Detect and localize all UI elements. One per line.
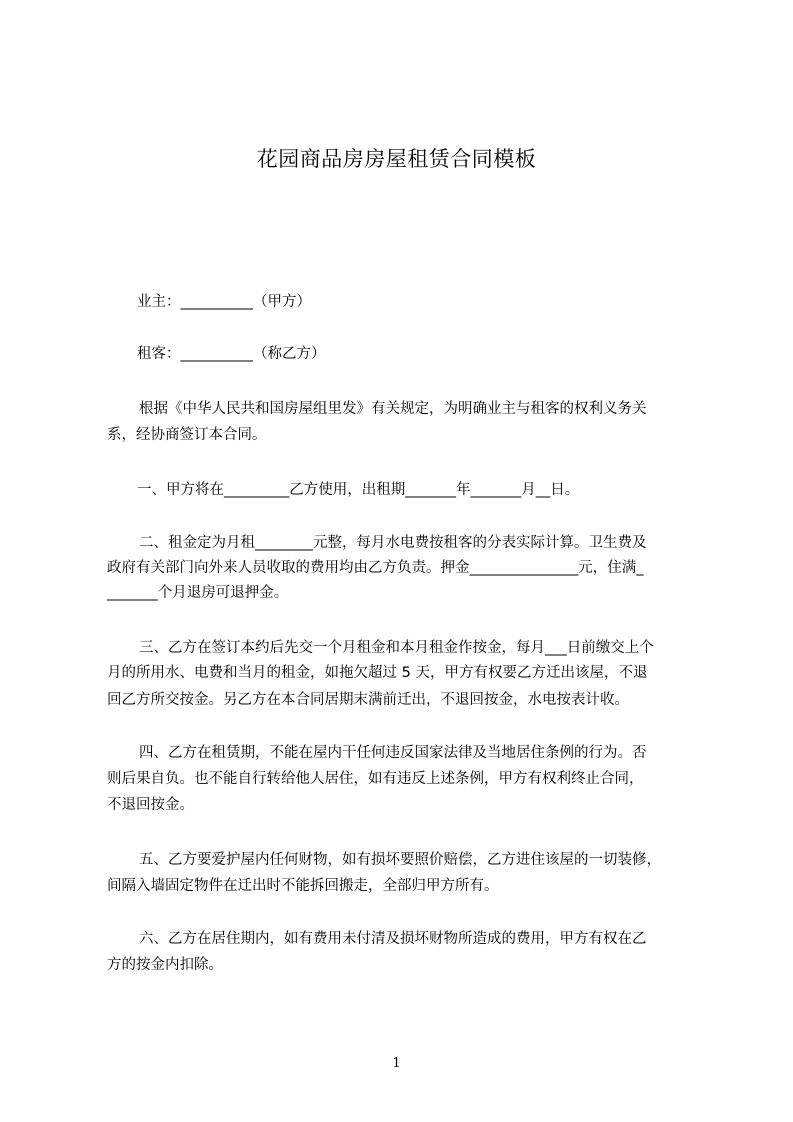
clause-4-line-2: 则后果自负。也不能自行转给他人居住，如有违反上述条例，甲方有权利终止合同， — [107, 771, 644, 787]
clause-5-line-1: 五、乙方要爱护屋内任何财物，如有损坏要照价赔偿，乙方进住该屋的一切装修， — [139, 852, 661, 868]
document-title: 花园商品房房屋租赁合同模板 — [256, 147, 537, 171]
clause-4-line-1: 四、乙方在租赁期，不能在屋内干任何违反国家法律及当地居住条例的行为。否 — [139, 745, 647, 761]
clause-2-line-3: _______个月退房可退押金。 — [107, 585, 289, 601]
owner-line: 业主：__________（甲方） — [137, 294, 311, 310]
clause-4-line-3: 不退回按金。 — [107, 797, 194, 813]
tenant-line: 租客：__________（称乙方） — [137, 346, 326, 362]
clause-5-line-2: 间隔入墙固定物件在迁出时不能拆回搬走，全部归甲方所有。 — [107, 878, 499, 894]
clause-1-line-1: 一、甲方将在_________乙方使用，出租期_______年_______月__日。 — [137, 482, 580, 498]
clause-3-line-3: 回乙方所交按金。另乙方在本合同居期末满前迁出，不退回按金，水电按表计收。 — [107, 692, 629, 708]
clause-6-line-1: 六、乙方在居住期内，如有费用未付清及损坏财物所造成的费用，甲方有权在乙 — [139, 931, 647, 947]
preamble-line-2: 系，经协商签订本合同。 — [107, 427, 267, 443]
clause-2-line-2: 政府有关部门向外来人员收取的费用均由乙方负责。押金_______________元，住满_ — [107, 560, 644, 576]
clause-3-line-2: 月的所用水、电费和当月的租金，如拖欠超过 5 天，甲方有权要乙方迁出该屋，不退 — [107, 665, 648, 681]
clause-6-line-2: 方的按金内扣除。 — [107, 957, 223, 973]
clause-2-line-1: 二、租金定为月租________元整，每月水电费按租客的分表实际计算。卫生费及 — [139, 535, 647, 551]
preamble-line-1: 根据《中华人民共和国房屋组里发》有关规定，为明确业主与租客的权利义务关 — [139, 401, 647, 417]
page-number: 1 — [392, 1056, 401, 1071]
clause-3-line-1: 三、乙方在签订本约后先交一个月租金和本月租金作按金，每月___日前缴交上个 — [139, 640, 654, 656]
